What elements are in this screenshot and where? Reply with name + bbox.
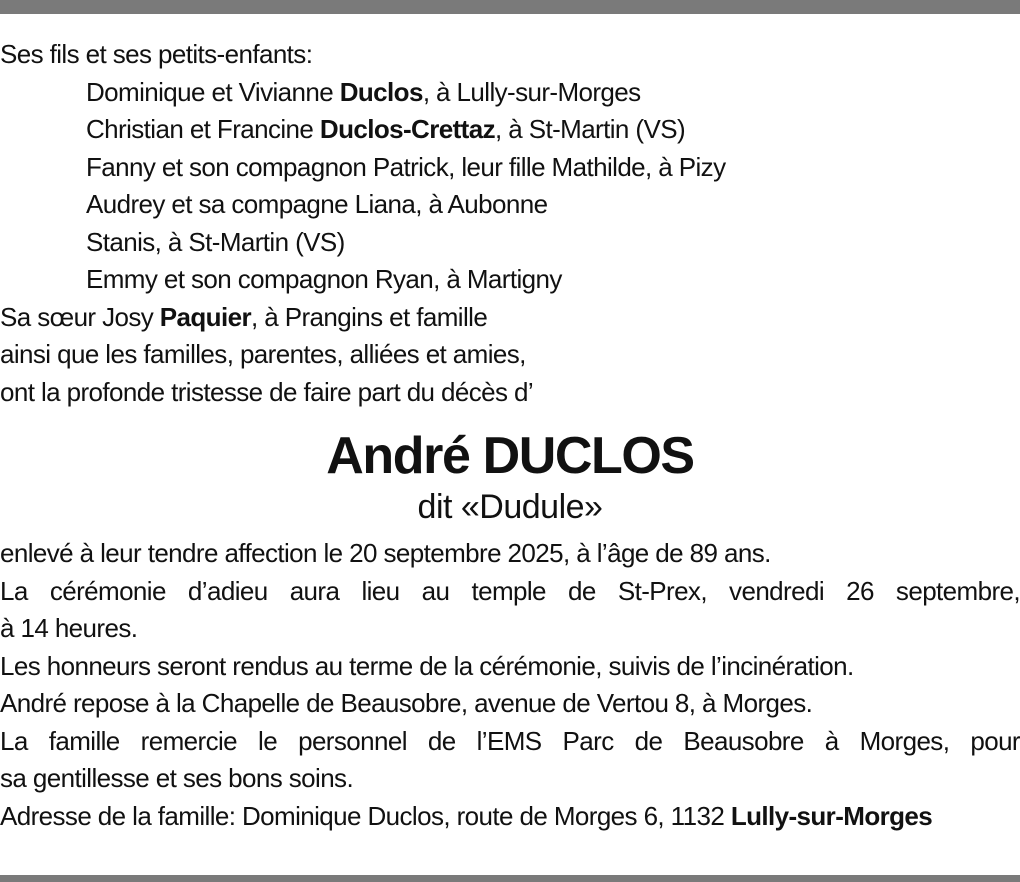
- family-member: Dominique et Vivianne Duclos, à Lully-sur-Morges: [86, 76, 641, 107]
- family-member: Emmy et son compagnon Ryan, à Martigny: [86, 264, 562, 294]
- announcement-line: ont la profonde tristesse de faire part du décès d’: [0, 376, 534, 407]
- sister-line: Sa sœur Josy Paquier, à Prangins et famille: [0, 301, 488, 332]
- families-line: ainsi que les familles, parentes, alliées et amies,: [0, 339, 526, 369]
- sister-surname: Paquier: [159, 301, 251, 332]
- chapel-line: André repose à la Chapelle de Beausobre, avenue de Vertou 8, à Morges.: [0, 688, 813, 718]
- family-surname: Duclos: [339, 76, 423, 107]
- deceased-nickname: dit «Dudule»: [417, 488, 603, 526]
- family-member: Christian et Francine Duclos-Crettaz, à St-Martin (VS): [86, 114, 685, 144]
- family-surname: Duclos-Crettaz: [319, 114, 495, 144]
- family-member: Fanny et son compagnon Patrick, leur fille Mathilde, à Pizy: [86, 151, 726, 182]
- family-member: Stanis, à St-Martin (VS): [86, 226, 345, 257]
- deceased-heading: [0, 425, 1020, 527]
- ceremony-line: La cérémonie d’adieu aura lieu au temple de St-Prex, vendredi 26 septembre,: [0, 575, 1020, 606]
- top-rule: [0, 0, 1020, 14]
- address-town: Lully-sur-Morges: [730, 800, 933, 831]
- family-address: Adresse de la famille: Dominique Duclos, route de Morges 6, 1132 Lully-sur-Morges: [0, 800, 933, 831]
- notice-body: [0, 535, 1020, 835]
- honours-line: Les honneurs seront rendus au terme de la cérémonie, suivis de l’incinération.: [0, 650, 854, 681]
- ceremony-time-line: à 14 heures.: [0, 613, 138, 643]
- bottom-rule: [0, 875, 1020, 882]
- family-members-list: [0, 74, 1020, 299]
- thanks-line-end: sa gentillesse et ses bons soins.: [0, 763, 354, 793]
- deceased-name: André DUCLOS: [326, 427, 694, 485]
- thanks-line: La famille remercie le personnel de l’EMS Parc de Beausobre à Morges, pour: [0, 725, 1020, 756]
- obituary-notice: [0, 36, 1020, 835]
- passing-line: enlevé à leur tendre affection le 20 septembre 2025, à l’âge de 89 ans.: [0, 538, 771, 568]
- family-intro: Ses fils et ses petits-enfants:: [0, 39, 313, 69]
- family-member: Audrey et sa compagne Liana, à Aubonne: [86, 189, 548, 219]
